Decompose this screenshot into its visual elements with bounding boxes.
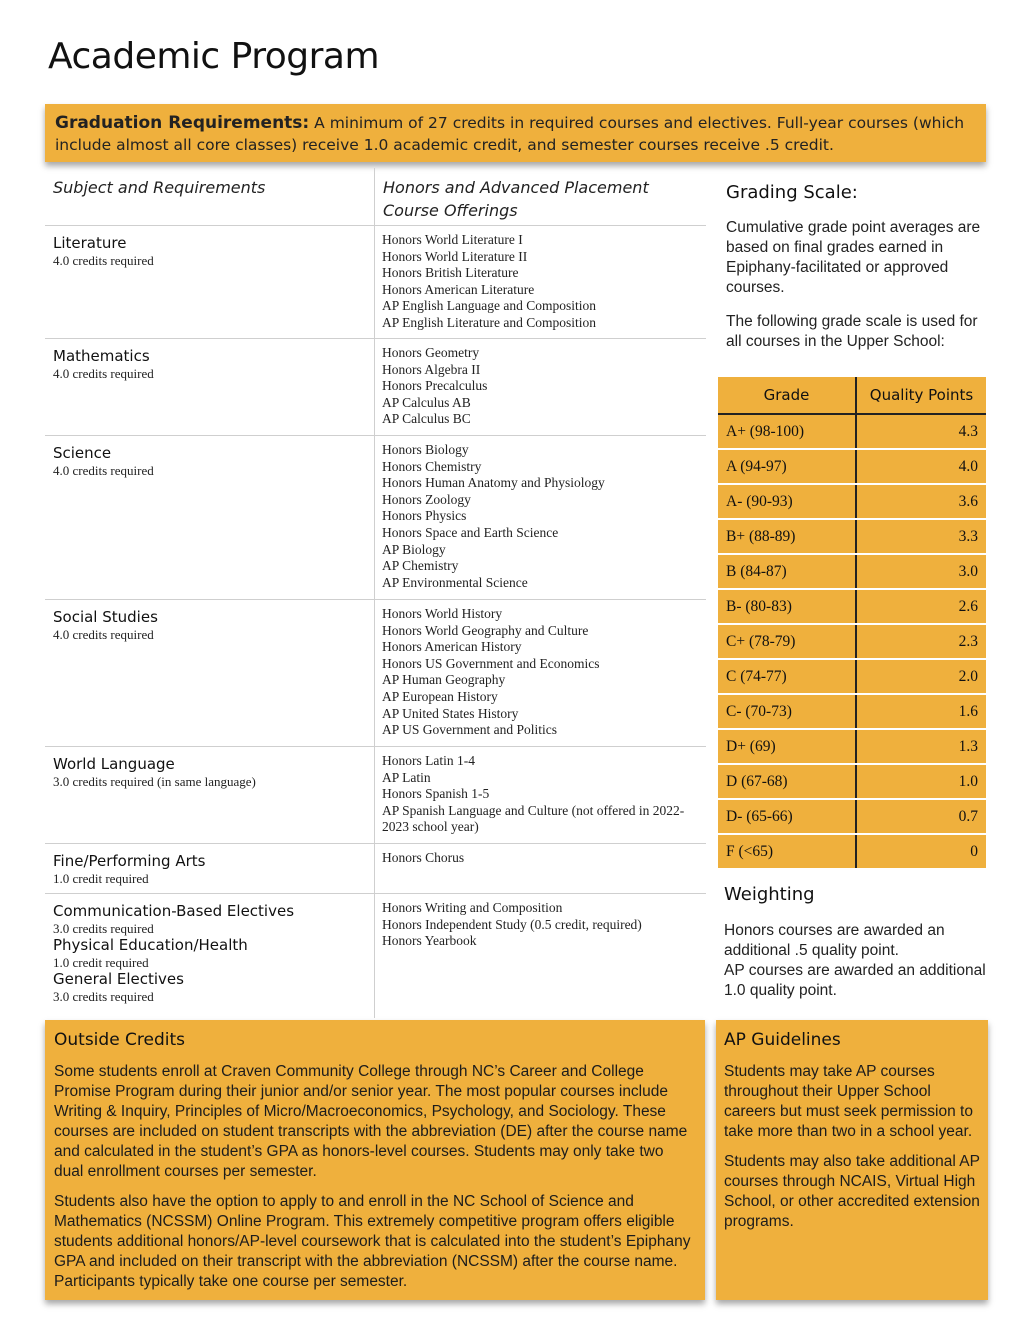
subject-name: Literature bbox=[53, 234, 127, 252]
weighting-honors: Honors courses are awarded an additional .5 quality point. bbox=[724, 922, 945, 959]
subject-credits: 4.0 credits required bbox=[53, 366, 154, 381]
quality-points-cell: 0.7 bbox=[856, 799, 986, 834]
course-offering: Honors Zoology bbox=[382, 491, 471, 507]
course-offerings-cell bbox=[375, 894, 706, 1018]
course-offering: Honors Latin 1-4 bbox=[382, 753, 475, 768]
outside-credits-paragraph-2: Students also have the option to apply to and enroll in the NC School of Science and Mathematics (NCSSM) Online Program. This extremely competitive program offers eligible students additional honors/AP-level coursework that is calculated into the student’s Epiphany GPA and included on their transcript with the abbreviation (NCSSM) after the course name. Participants typically take one course per semester. bbox=[54, 1193, 691, 1290]
graduation-requirements-body: A minimum of 27 credits in required courses and electives. Full-year courses (which include almost all core classes) receive 1.0 academic credit, and semester courses receive .5 credit. bbox=[55, 114, 965, 154]
course-offering: AP Latin bbox=[382, 769, 431, 785]
course-offering: Honors Biology bbox=[382, 442, 469, 457]
requirements-row bbox=[45, 436, 706, 600]
subject-credits: 4.0 credits required bbox=[53, 627, 154, 642]
grade-column-header: Grade bbox=[718, 377, 856, 414]
course-offering: Honors World History bbox=[382, 606, 503, 621]
quality-points-cell: 0 bbox=[856, 834, 986, 869]
course-offering: Honors Geometry bbox=[382, 345, 480, 360]
subject-credits: 3.0 credits required (in same language) bbox=[53, 774, 256, 789]
subject-cell bbox=[45, 894, 375, 1018]
requirements-row bbox=[45, 600, 706, 747]
course-offering: AP Calculus BC bbox=[382, 411, 471, 427]
grade-row bbox=[718, 414, 986, 449]
ap-guidelines-paragraph-1: Students may take AP courses throughout their Upper School careers but must seek permission to take more than two in a school year. bbox=[724, 1063, 973, 1140]
grade-cell: B- (80-83) bbox=[718, 589, 856, 624]
quality-points-cell: 4.3 bbox=[856, 414, 986, 449]
subject-name: General Electives bbox=[53, 970, 184, 988]
weighting-ap: AP courses are awarded an additional 1.0 quality point. bbox=[724, 962, 986, 999]
outside-credits-title: Outside Credits bbox=[54, 1030, 186, 1050]
grade-row bbox=[718, 729, 986, 764]
grade-cell: A (94-97) bbox=[718, 449, 856, 484]
quality-points-cell: 2.6 bbox=[856, 589, 986, 624]
course-offering: Honors Precalculus bbox=[382, 378, 488, 394]
grade-row bbox=[718, 834, 986, 869]
grade-cell: A+ (98-100) bbox=[718, 414, 856, 449]
course-offering: Honors Chemistry bbox=[382, 458, 482, 474]
quality-points-cell: 4.0 bbox=[856, 449, 986, 484]
outside-credits-paragraph-1: Some students enroll at Craven Community College through NC’s Career and College Promise Program during their junior and/or senior year. The most popular courses include Writing & Inquiry, Principles of Micro/Macroeconomics, Psychology, and Sociology. These courses are included on student transcripts with the abbreviation (DE) after the course name and calculated in the student’s GPA as honors-level courses. Students may only take two dual enrollment courses per semester. bbox=[54, 1063, 688, 1180]
course-offering: AP Calculus AB bbox=[382, 394, 471, 410]
quality-points-cell: 2.3 bbox=[856, 624, 986, 659]
subject-credits: 4.0 credits required bbox=[53, 253, 154, 268]
course-offering: Honors World Literature II bbox=[382, 248, 528, 264]
grade-table-header bbox=[718, 377, 986, 414]
outside-credits-box bbox=[45, 1020, 705, 1300]
grade-cell: A- (90-93) bbox=[718, 484, 856, 519]
graduation-requirements-label: Graduation Requirements: bbox=[55, 113, 310, 133]
page-title: Academic Program bbox=[48, 36, 380, 77]
grade-table-body bbox=[718, 414, 986, 869]
course-offering: Honors British Literature bbox=[382, 265, 519, 281]
requirements-row bbox=[45, 747, 706, 844]
subject-name: World Language bbox=[53, 755, 175, 773]
subject-name: Communication-Based Electives bbox=[53, 902, 295, 920]
ap-guidelines-title: AP Guidelines bbox=[724, 1030, 841, 1050]
subject-credits: 3.0 credits required bbox=[53, 989, 154, 1004]
quality-points-cell: 1.6 bbox=[856, 694, 986, 729]
requirements-rows bbox=[45, 226, 706, 1018]
grade-row bbox=[718, 484, 986, 519]
grade-row bbox=[718, 519, 986, 554]
course-offering: Honors Writing and Composition bbox=[382, 900, 563, 915]
grade-cell: B (84-87) bbox=[718, 554, 856, 589]
course-offering: Honors Independent Study (0.5 credit, required) bbox=[382, 916, 642, 932]
quality-points-cell: 2.0 bbox=[856, 659, 986, 694]
course-offering: Honors Spanish 1-5 bbox=[382, 786, 490, 802]
course-offerings-cell bbox=[375, 600, 706, 746]
course-offering: Honors US Government and Economics bbox=[382, 655, 600, 671]
course-offering: Honors American Literature bbox=[382, 281, 535, 297]
quality-points-cell: 3.6 bbox=[856, 484, 986, 519]
grade-row bbox=[718, 799, 986, 834]
course-offering: Honors Chorus bbox=[382, 850, 465, 865]
subject-name: Science bbox=[53, 444, 112, 462]
grade-cell: D (67-68) bbox=[718, 764, 856, 799]
course-offerings-cell bbox=[375, 339, 706, 435]
course-offering: Honors World Literature I bbox=[382, 232, 523, 247]
ap-guidelines-box bbox=[716, 1020, 988, 1300]
subject-credits: 1.0 credit required bbox=[53, 955, 149, 970]
course-offerings-cell bbox=[375, 844, 706, 893]
grade-cell: C (74-77) bbox=[718, 659, 856, 694]
course-offering: AP United States History bbox=[382, 705, 519, 721]
course-offering: AP Spanish Language and Culture (not offered in 2022-2023 school year) bbox=[382, 802, 685, 835]
course-offering: Honors World Geography and Culture bbox=[382, 622, 589, 638]
grade-row bbox=[718, 659, 986, 694]
grading-scale-note: The following grade scale is used for all courses in the Upper School: bbox=[726, 313, 978, 350]
subject-cell bbox=[45, 436, 375, 599]
course-offering: Honors American History bbox=[382, 639, 522, 655]
subject-name: Social Studies bbox=[53, 608, 158, 626]
course-offering: Honors Yearbook bbox=[382, 933, 477, 949]
course-offerings-cell bbox=[375, 226, 706, 338]
grade-scale-table bbox=[718, 377, 986, 870]
course-offering: Honors Space and Earth Science bbox=[382, 524, 559, 540]
course-offering: Honors Algebra II bbox=[382, 361, 481, 377]
graduation-requirements-box bbox=[45, 104, 986, 162]
course-offering: AP Environmental Science bbox=[382, 574, 528, 590]
subject-cell bbox=[45, 600, 375, 746]
requirements-row bbox=[45, 894, 706, 1018]
subject-column-header: Subject and Requirements bbox=[45, 168, 375, 225]
weighting-title: Weighting bbox=[724, 884, 815, 905]
subject-credits: 4.0 credits required bbox=[53, 463, 154, 478]
course-offering: AP English Language and Composition bbox=[382, 298, 596, 314]
course-offering: AP Chemistry bbox=[382, 558, 459, 574]
quality-points-cell: 1.3 bbox=[856, 729, 986, 764]
course-offering: AP Human Geography bbox=[382, 672, 506, 688]
grading-scale-intro: Cumulative grade point averages are based on final grades earned in Epiphany-facilitated or approved courses. bbox=[726, 219, 981, 296]
grade-row bbox=[718, 764, 986, 799]
grade-row bbox=[718, 589, 986, 624]
quality-points-cell: 1.0 bbox=[856, 764, 986, 799]
course-offering: AP European History bbox=[382, 688, 498, 704]
course-offering: AP English Literature and Composition bbox=[382, 314, 596, 330]
graduation-requirements-text bbox=[55, 112, 976, 156]
grade-row bbox=[718, 554, 986, 589]
honors-column-header: Honors and Advanced Placement Course Offerings bbox=[383, 178, 649, 220]
grade-cell: D+ (69) bbox=[718, 729, 856, 764]
subject-name: Fine/Performing Arts bbox=[53, 852, 206, 870]
course-offerings-cell bbox=[375, 436, 706, 599]
quality-points-cell: 3.3 bbox=[856, 519, 986, 554]
subject-name: Physical Education/Health bbox=[53, 936, 248, 954]
grade-cell: B+ (88-89) bbox=[718, 519, 856, 554]
quality-points-cell: 3.0 bbox=[856, 554, 986, 589]
subject-cell bbox=[45, 226, 375, 338]
grade-row bbox=[718, 624, 986, 659]
subject-credits: 1.0 credit required bbox=[53, 871, 149, 886]
grade-cell: C- (70-73) bbox=[718, 694, 856, 729]
requirements-table-header bbox=[45, 168, 706, 226]
grade-row bbox=[718, 694, 986, 729]
subject-cell bbox=[45, 844, 375, 893]
grading-scale-title: Grading Scale: bbox=[726, 182, 858, 203]
subject-cell bbox=[45, 747, 375, 843]
course-offering: AP US Government and Politics bbox=[382, 722, 557, 738]
grade-row bbox=[718, 449, 986, 484]
course-offering: Honors Physics bbox=[382, 508, 467, 524]
course-offering: Honors Human Anatomy and Physiology bbox=[382, 475, 605, 491]
course-offerings-cell bbox=[375, 747, 706, 843]
quality-points-column-header: Quality Points bbox=[856, 377, 986, 414]
ap-guidelines-paragraph-2: Students may also take additional AP courses through NCAIS, Virtual High School, or other accredited extension programs. bbox=[724, 1153, 980, 1230]
requirements-table bbox=[45, 168, 706, 1018]
grade-cell: F (<65) bbox=[718, 834, 856, 869]
course-offering: AP Biology bbox=[382, 541, 446, 557]
requirements-row bbox=[45, 844, 706, 894]
grade-cell: D- (65-66) bbox=[718, 799, 856, 834]
weighting-text bbox=[724, 921, 986, 1001]
subject-cell bbox=[45, 339, 375, 435]
grade-cell: C+ (78-79) bbox=[718, 624, 856, 659]
requirements-row bbox=[45, 226, 706, 339]
subject-name: Mathematics bbox=[53, 347, 150, 365]
subject-credits: 3.0 credits required bbox=[53, 921, 154, 936]
requirements-row bbox=[45, 339, 706, 436]
